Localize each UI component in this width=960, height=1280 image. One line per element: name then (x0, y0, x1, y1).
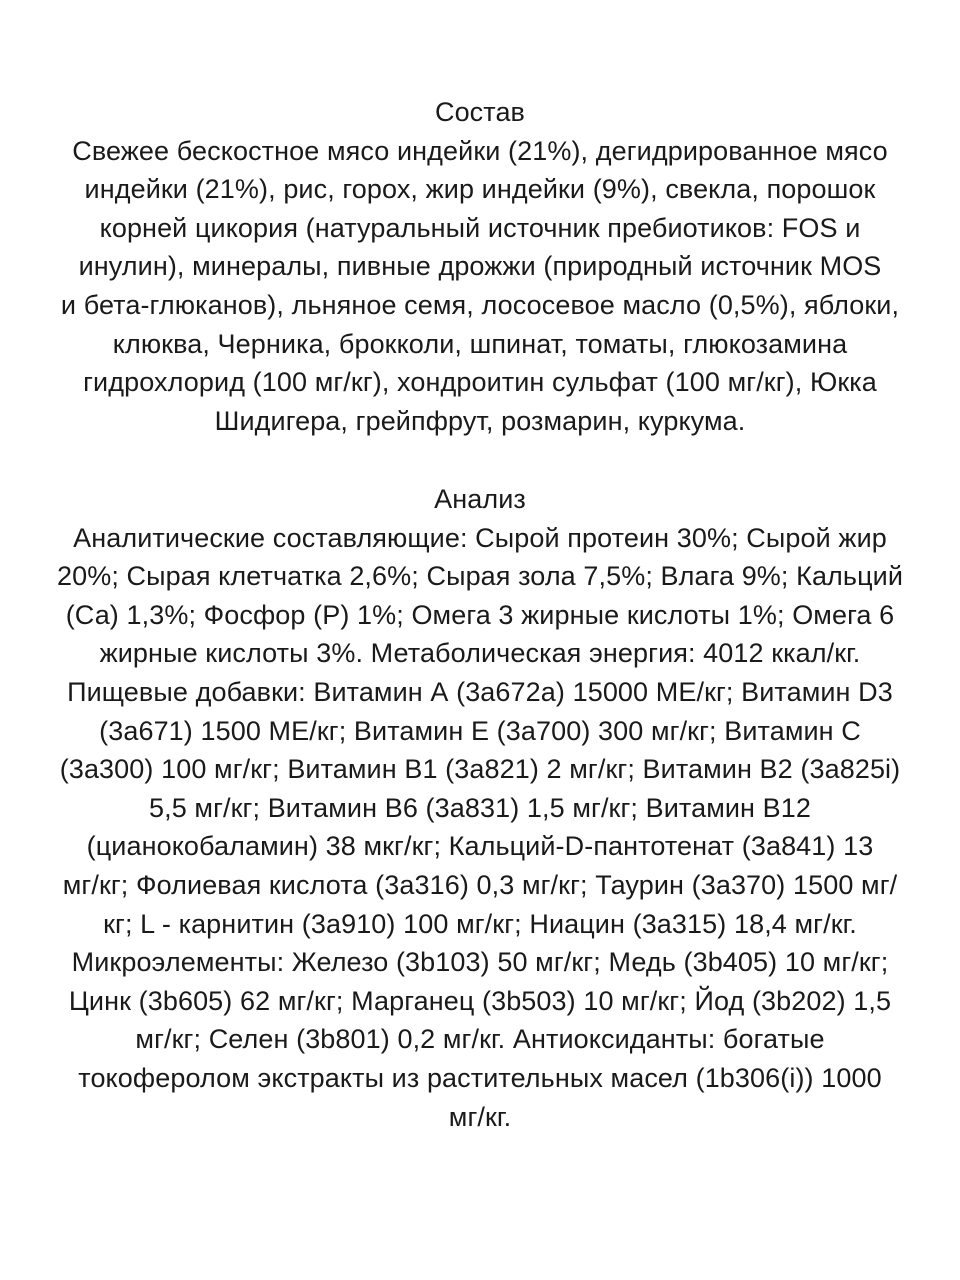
analysis-line: (Са) 1,3%; Фосфор (Р) 1%; Омега 3 жирные кислоты 1%; Омега 6 (65, 599, 895, 630)
composition-line: и бета-глюканов), льняное семя, лососевое масло (0,5%), яблоки, (60, 289, 900, 320)
analysis-line: Микроэлементы: Железо (3b103) 50 мг/кг; Медь (3b405) 10 мг/кг; (71, 947, 889, 978)
analysis-line: токоферолом экстракты из растительных масел (1b306(i)) 1000 (78, 1062, 882, 1093)
analysis-line: (цианокобаламин) 38 мкг/кг; Кальций-D-пантотенат (3a841) 13 (86, 831, 874, 862)
analysis-line: мг/кг; Селен (3b801) 0,2 мг/кг. Антиоксиданты: богатые (135, 1024, 825, 1055)
composition-heading: Состав (434, 97, 526, 127)
composition-line: индейки (21%), рис, горох, жир индейки (9%), свекла, порошок (84, 174, 876, 205)
analysis-line: Аналитические составляющие: Сырой протеин 30%; Сырой жир (73, 522, 887, 553)
composition-line: инулин), минералы, пивные дрожжи (природный источник MOS (78, 251, 882, 282)
composition-section (30, 93, 930, 440)
analysis-line: (3a671) 1500 МЕ/кг; Витамин Е (3a700) 300 мг/кг; Витамин С (99, 715, 861, 746)
analysis-line: мг/кг; Фолиевая кислота (3a316) 0,3 мг/кг; Таурин (3a370) 1500 мг/ (62, 869, 898, 900)
analysis-line: 5,5 мг/кг; Витамин В6 (3a831) 1,5 мг/кг; Витамин В12 (148, 792, 811, 823)
composition-line: гидрохлорид (100 мг/кг), хондроитин сульфат (100 мг/кг), Юкка (83, 367, 877, 398)
analysis-line: 20%; Сырая клетчатка 2,6%; Сырая зола 7,5%; Влага 9%; Кальций (56, 561, 904, 592)
composition-line: корней цикория (натуральный источник пребиотиков: FOS и (99, 212, 861, 243)
analysis-section (30, 480, 930, 1136)
analysis-line: кг; L - карнитин (3a910) 100 мг/кг; Ниацин (3a315) 18,4 мг/кг. (103, 908, 857, 939)
composition-line: клюква, Черника, брокколи, шпинат, томаты, глюкозамина (112, 328, 848, 359)
analysis-heading: Анализ (434, 484, 526, 514)
analysis-line: (3a300) 100 мг/кг; Витамин В1 (3a821) 2 мг/кг; Витамин В2 (3a825i) (59, 754, 901, 785)
composition-line: Шидигера, грейпфрут, розмарин, куркума. (214, 405, 746, 436)
analysis-line: Пищевые добавки: Витамин А (3a672a) 15000 МЕ/кг; Витамин D3 (67, 676, 893, 707)
composition-line: Свежее бескостное мясо индейки (21%), дегидрированное мясо (72, 135, 888, 166)
analysis-line: Цинк (3b605) 62 мг/кг; Марганец (3b503) 10 мг/кг; Йод (3b202) 1,5 (68, 985, 892, 1016)
analysis-line: мг/кг. (448, 1101, 512, 1132)
analysis-line: жирные кислоты 3%. Метаболическая энергия: 4012 ккал/кг. (99, 638, 861, 669)
